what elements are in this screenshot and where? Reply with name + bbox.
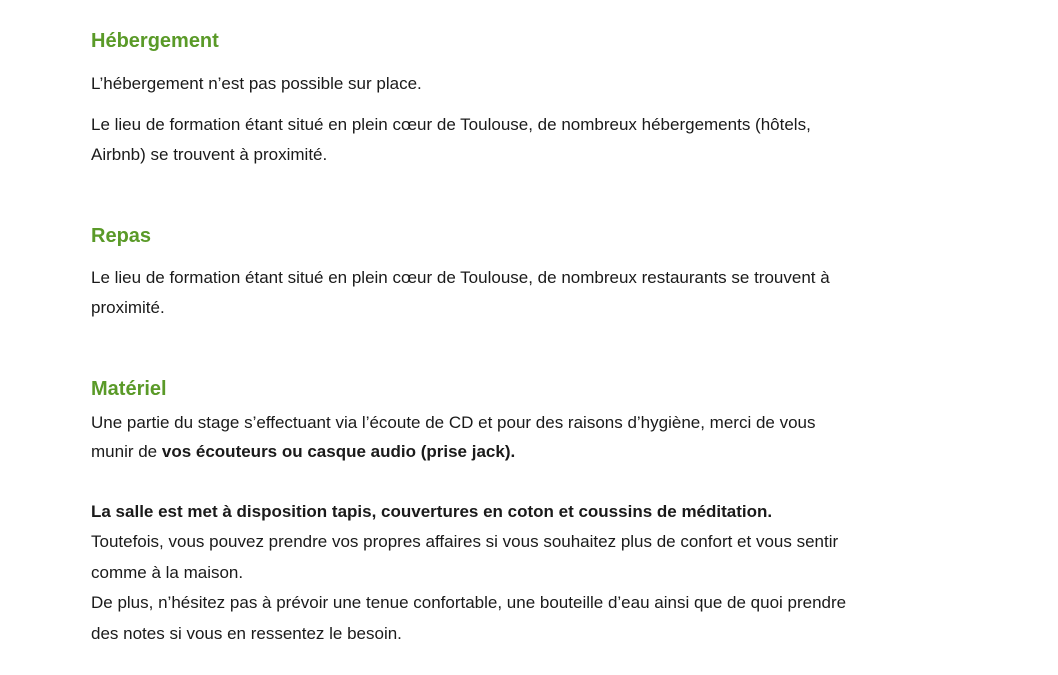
materiel-paragraph-2-line-2: comme à la maison. — [91, 563, 244, 582]
materiel-bold-line: La salle est met à disposition tapis, couvertures en coton et coussins de méditation. — [91, 502, 773, 521]
materiel-paragraph-3-line-2: des notes si vous en ressentez le besoin. — [91, 624, 402, 643]
heading-materiel: Matériel — [91, 378, 167, 400]
materiel-paragraph-2-line-1: Toutefois, vous pouvez prendre vos propres affaires si vous souhaitez plus de confort et vous sentir — [91, 532, 839, 551]
repas-paragraph-line-2: proximité. — [91, 298, 165, 317]
materiel-paragraph-1-prefix: munir de — [91, 442, 162, 461]
materiel-paragraph-1-line-2 — [91, 440, 515, 464]
hebergement-paragraph-2-line-1: Le lieu de formation étant situé en plein cœur de Toulouse, de nombreux hébergements (hôtels, — [91, 115, 811, 134]
materiel-paragraph-1-line-1: Une partie du stage s’effectuant via l’écoute de CD et pour des raisons d’hygiène, merci de vous — [91, 413, 816, 432]
hebergement-paragraph-2-line-2: Airbnb) se trouvent à proximité. — [91, 145, 328, 164]
materiel-paragraph-3-line-1: De plus, n’hésitez pas à prévoir une tenue confortable, une bouteille d’eau ainsi que de quoi prendre — [91, 593, 847, 612]
repas-paragraph-line-1: Le lieu de formation étant situé en plein cœur de Toulouse, de nombreux restaurants se trouvent à — [91, 268, 830, 287]
materiel-paragraph-1-bold: vos écouteurs ou casque audio (prise jack). — [161, 442, 516, 461]
heading-repas: Repas — [91, 225, 152, 247]
hebergement-paragraph-1: L’hébergement n’est pas possible sur place. — [91, 74, 422, 93]
heading-hebergement: Hébergement — [91, 30, 219, 52]
